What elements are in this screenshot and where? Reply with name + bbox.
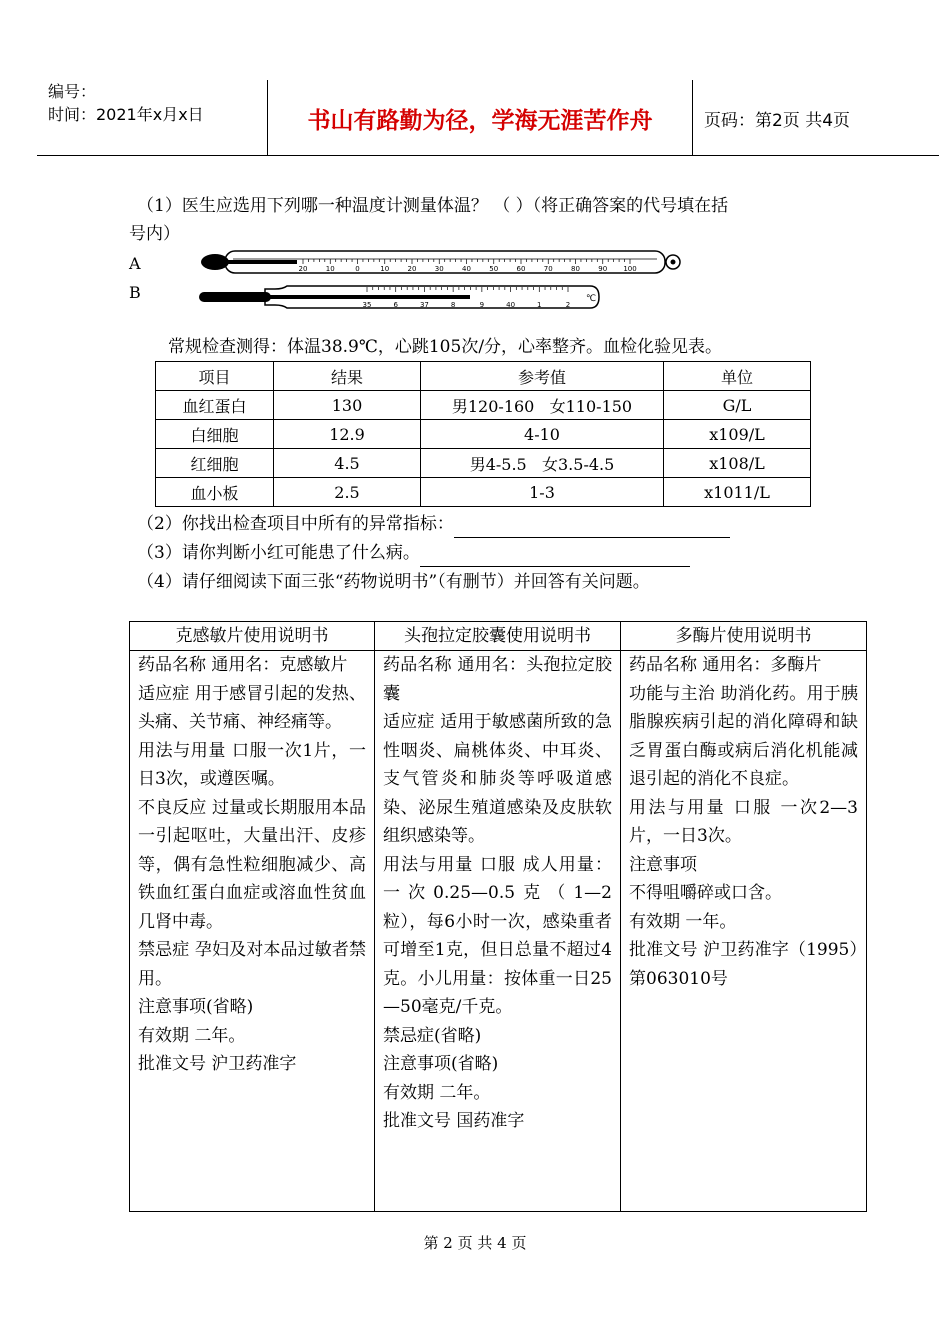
blood-test-table	[155, 361, 811, 507]
drug3-dosage: 用法与用量 口服 一次2—3片，一日3次。	[629, 797, 858, 846]
drug2-indication: 适应症 适用于敏感菌所致的急性咽炎、扁桃体炎、中耳炎、支气管炎和肺炎等呼吸道感染、泌尿生殖道感染及皮肤软组织感染等。	[383, 712, 612, 846]
drug2-validity: 有效期 二年。	[383, 1082, 491, 1103]
drug3-name: 药品名称 通用名：多酶片	[629, 655, 822, 675]
answer-blank-3[interactable]	[420, 548, 690, 567]
header-rule	[37, 155, 939, 156]
drug1-validity: 有效期 二年。	[138, 1025, 246, 1046]
option-b-label: B	[129, 283, 141, 302]
header-divider-right	[692, 80, 693, 156]
table-row	[156, 420, 811, 449]
thermometer-a-mercury	[215, 260, 297, 264]
table-header-cell: 项目	[156, 362, 274, 391]
drug1-indication: 适应症 用于感冒引起的发热、头痛、关节痛、神经痛等。	[138, 683, 366, 732]
question-2	[137, 510, 730, 538]
table-cell: 4.5	[274, 449, 421, 478]
drug3-validity: 有效期 一年。	[629, 911, 737, 932]
thermometer-a-tick-label: 50	[489, 265, 499, 273]
header-meta	[48, 80, 204, 126]
table-cell: 男4-5.5 女3.5-4.5	[421, 449, 664, 478]
header-motto: 书山有路勤为径，学海无涯苦作舟	[307, 108, 653, 134]
question-3-text: （3）请你判断小红可能患了什么病。	[137, 543, 420, 563]
thermometer-b-tick-label: 37	[419, 301, 429, 309]
table-cell: 男120-160 女110-150	[421, 391, 664, 420]
drug3-precautions: 不得咀嚼碎或口含。	[629, 883, 782, 903]
thermometer-a-tick-label: 10	[325, 265, 335, 273]
thermometer-b-tick-label: 35	[362, 301, 372, 309]
table-cell: 4-10	[421, 420, 664, 449]
option-a-label: A	[129, 254, 141, 273]
thermometer-a-tick-label: 80	[571, 265, 580, 273]
drug-header-cell: 克感敏片使用说明书	[130, 622, 375, 651]
thermometer-a-tick-label: 10	[380, 265, 390, 273]
table-cell: 红细胞	[156, 449, 274, 478]
serial-label: 编号：	[48, 82, 97, 101]
thermometer-a-tick-label: 60	[516, 265, 526, 273]
drug-header-row	[130, 622, 867, 651]
thermometer-a-tick-label: 70	[543, 265, 553, 273]
table-cell: G/L	[664, 391, 811, 420]
thermometer-a-tick-label: 40	[462, 265, 471, 273]
question-1-line1: （1）医生应选用下列哪一种温度计测量体温？ （ ）（将正确答案的代号填在括	[137, 196, 729, 216]
table-header-row	[156, 362, 811, 391]
thermometer-b	[195, 282, 605, 312]
drug1-side-effects: 不良反应 过量或长期服用本品一引起呕吐，大量出汗、皮疹等，偶有急性粒细胞减少、高铁血红蛋白血症或溶血性贫血几肾中毒。	[138, 797, 366, 932]
thermometer-b-mercury	[265, 295, 470, 299]
drug3-precautions-title: 注意事项	[629, 854, 697, 875]
question-3	[137, 539, 690, 567]
thermometer-a-tick-label: 90	[598, 265, 608, 273]
drug2-contraindication: 禁忌症(省略)	[383, 1025, 482, 1046]
drug2-approval: 批准文号 国药准字	[383, 1111, 525, 1131]
thermometer-a-tick-label: 100	[623, 265, 637, 273]
drug-column-3	[621, 651, 867, 1212]
drug1-name: 药品名称 通用名：克感敏片	[138, 655, 348, 675]
question-1-line2: 号内）	[129, 224, 180, 244]
header-page-info: 页码：第2页 共4页	[704, 111, 851, 131]
page-footer: 第 2 页 共 4 页	[423, 1234, 527, 1252]
drug-header-cell: 头孢拉定胶囊使用说明书	[375, 622, 621, 651]
time-label: 时间：2021年x月x日	[48, 105, 204, 124]
table-header-cell: 单位	[664, 362, 811, 391]
table-cell: 白细胞	[156, 420, 274, 449]
table-row	[156, 449, 811, 478]
drug3-function: 功能与主治 助消化药。用于胰脂腺疾病引起的消化障碍和缺乏胃蛋白酶或病后消化机能减退引起的消化不良症。	[629, 683, 858, 789]
table-cell: 血红蛋白	[156, 391, 274, 420]
table-header-cell: 结果	[274, 362, 421, 391]
table-cell: 血小板	[156, 478, 274, 507]
drug2-name: 药品名称 通用名：头孢拉定胶囊	[383, 655, 612, 704]
thermometer-b-tick-label: 1	[537, 301, 542, 309]
thermometer-a-tick-label: 20	[298, 265, 308, 273]
question-4: （4）请仔细阅读下面三张“药物说明书”（有删节）并回答有关问题。	[137, 572, 650, 592]
table-cell: 130	[274, 391, 421, 420]
drug3-approval: 批准文号 沪卫药准字（1995）第063010号	[629, 940, 858, 989]
table-cell: 1-3	[421, 478, 664, 507]
thermometer-b-tick-label: 40	[506, 301, 516, 309]
table-cell: x108/L	[664, 449, 811, 478]
table-row	[156, 478, 811, 507]
drug2-precautions: 注意事项(省略)	[383, 1054, 499, 1074]
thermometer-a-tick-label: 20	[407, 265, 417, 273]
drug1-contraindication: 禁忌症 孕妇及对本品过敏者禁用。	[138, 940, 366, 989]
thermometer-a	[195, 246, 690, 278]
thermometer-b-bulb	[199, 292, 271, 302]
answer-blank-2[interactable]	[454, 519, 730, 538]
thermometer-b-tick-label: 2	[565, 301, 571, 309]
drug1-approval: 批准文号 沪卫药准字	[138, 1054, 297, 1074]
drug1-precautions: 注意事项(省略)	[138, 997, 254, 1017]
drug-column-2	[375, 651, 621, 1212]
exam-intro: 常规检查测得：体温38.9℃，心跳105次/分，心率整齐。血检化验见表。	[168, 337, 723, 357]
table-cell: 2.5	[274, 478, 421, 507]
thermometer-a-tick-label: 0	[355, 265, 360, 273]
table-row	[156, 391, 811, 420]
drug1-dosage: 用法与用量 口服一次1片，一日3次，或遵医嘱。	[138, 740, 366, 789]
drug-column-1	[130, 651, 375, 1212]
thermometer-b-tick-label: 9	[479, 301, 485, 309]
thermometer-b-tick-label: 6	[393, 301, 398, 309]
thermometer-a-tick-label: 30	[434, 265, 444, 273]
drug2-dosage: 用法与用量 口服 成人用量：一次0.25—0.5克（1—2粒），每6小时一次，感染重者可增至1克，但日总量不超过4克。小儿用量：按体重一日25—50毫克/千克。	[383, 854, 612, 1017]
drug-header-cell: 多酶片使用说明书	[621, 622, 867, 651]
drug-instructions-table	[129, 621, 867, 1212]
thermometer-b-tick-label: 8	[450, 301, 456, 309]
drug-body-row	[130, 651, 867, 1212]
table-header-cell: 参考值	[421, 362, 664, 391]
table-cell: 12.9	[274, 420, 421, 449]
table-cell: x1011/L	[664, 478, 811, 507]
question-2-text: （2）你找出检查项目中所有的异常指标：	[137, 514, 454, 534]
table-cell: x109/L	[664, 420, 811, 449]
thermometer-b-unit: ℃	[585, 294, 597, 304]
